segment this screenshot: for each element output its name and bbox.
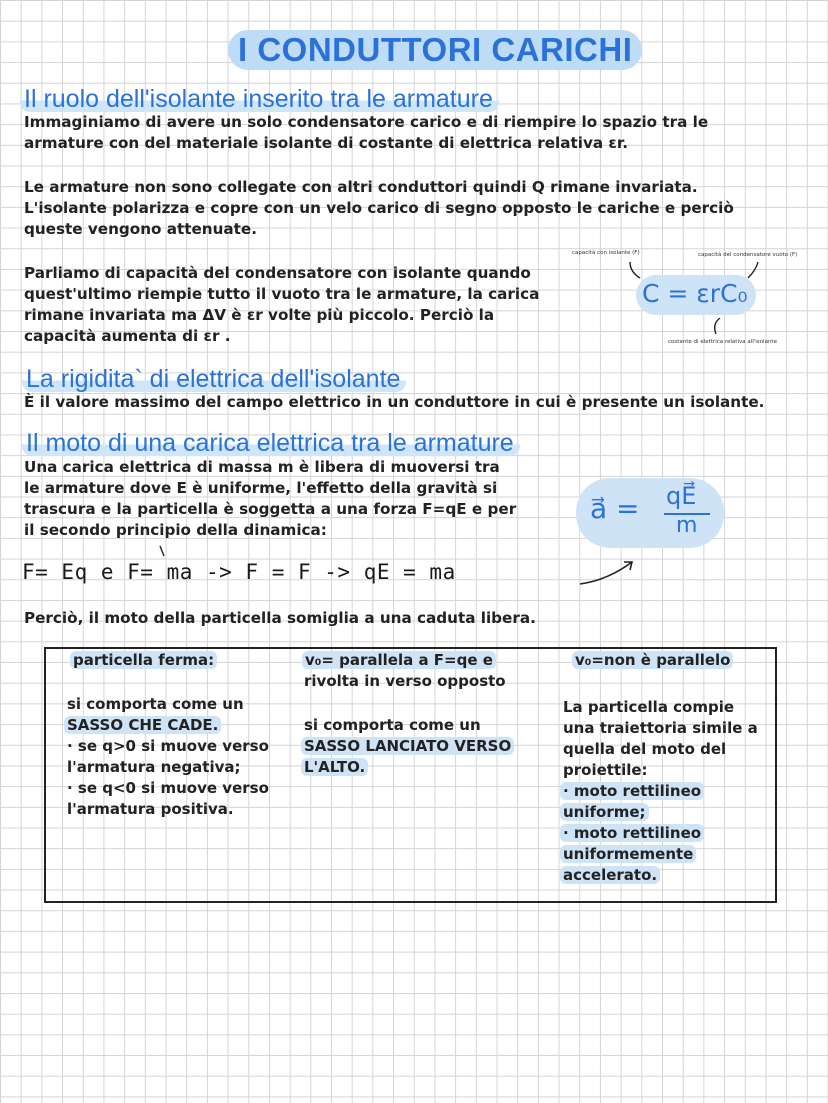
annotation-capacita-vuoto: capacità del condensatore vuoto (F) [698, 252, 798, 258]
annotation-costante: costante di elettrica relativa all'isolante [668, 339, 777, 345]
paragraph-line: Una carica elettrica di massa m è libera di muoversi tra [24, 458, 500, 476]
formula-arrows [600, 250, 790, 340]
section-heading-rigidita: La rigidita` di elettrica dell'isolante [22, 366, 406, 392]
table-cell-line: l'armatura positiva. [67, 800, 234, 818]
paragraph-line: rimane invariata ma ΔV è εr volte più piccolo. Perciò la [24, 306, 495, 324]
arrow-right-icon [748, 262, 758, 278]
paragraph-line: il secondo principio della dinamica: [24, 521, 327, 539]
paragraph-line: L'isolante polarizza e copre con un velo carico di segno opposto le cariche e perciò [24, 199, 734, 217]
table-cell-line: si comporta come un [67, 695, 244, 713]
table-header-parallela: v₀= parallela a F=qe e [302, 650, 496, 671]
paragraph-line: Immaginiamo di avere un solo condensatore carico e di riempire lo spazio tra le [24, 113, 709, 131]
table-cell-line: si comporta come un [304, 716, 481, 734]
table-header-non-parallelo: v₀=non è parallelo [572, 650, 733, 671]
table-header-ferma: particella ferma: [70, 650, 217, 671]
derivation-arrows [150, 540, 640, 590]
acceleration-formula-left: a⃗ = [590, 492, 640, 525]
section-heading-moto: Il moto di una carica elettrica tra le armature [22, 430, 520, 456]
table-cell-line: proiettile: [563, 761, 648, 779]
table-cell-line: · moto rettilineo [560, 823, 704, 844]
table-cell-line: una traiettoria simile a [563, 719, 758, 737]
paragraph-line: trascura e la particella è soggetta a una forza F=qE e per [24, 500, 517, 518]
table-header-parallela-line2: rivolta in verso opposto [304, 672, 506, 690]
table-cell-line: l'armatura negativa; [67, 758, 241, 776]
paragraph-line: armature con del materiale isolante di costante di elettrica relativa εr. [24, 134, 628, 152]
annotation-capacita-isolante: capacità con isolante (F) [572, 250, 640, 256]
acceleration-formula-denominator: m [676, 513, 698, 538]
table-cell-line: uniformemente [560, 844, 696, 865]
paragraph-line: È il valore massimo del campo elettrico in un conduttore in cui è presente un isolante. [24, 393, 765, 411]
handwritten-derivation: F= Eq e F= ma -> F = F -> qE = ma [22, 560, 456, 584]
table-cell-line: SASSO CHE CADE. [64, 715, 221, 736]
acceleration-formula-numerator: qE⃗ [666, 482, 697, 510]
paragraph-line: le armature dove E è uniforme, l'effetto della gravità si [24, 479, 498, 497]
paragraph-line: capacità aumenta di εr . [24, 327, 231, 345]
arrow-left-icon [630, 262, 640, 278]
capacitance-formula: C = εrC₀ [642, 279, 748, 308]
table-cell-line: quella del moto del [563, 740, 727, 758]
section-heading-isolante: Il ruolo dell'isolante inserito tra le armature [20, 86, 499, 112]
paragraph-line: Le armature non sono collegate con altri conduttori quindi Q rimane invariata. [24, 178, 698, 196]
table-cell-line: accelerato. [560, 865, 660, 886]
paragraph-line: quest'ultimo riempie tutto il vuoto tra le armature, la carica [24, 285, 540, 303]
table-cell-line: · se q<0 si muove verso [67, 779, 269, 797]
paragraph-line: Perciò, il moto della particella somiglia a una caduta libera. [24, 609, 536, 627]
arrow-up-right-icon [580, 562, 632, 584]
paragraph-line: queste vengono attenuate. [24, 220, 257, 238]
arrow-down-icon [160, 546, 164, 556]
table-cell-line: L'ALTO. [301, 757, 368, 778]
table-cell-line: SASSO LANCIATO VERSO [301, 736, 514, 757]
table-cell-line: · moto rettilineo [560, 781, 704, 802]
arrow-bottom-icon [715, 318, 720, 334]
paragraph-line: Parliamo di capacità del condensatore con isolante quando [24, 264, 531, 282]
table-cell-line: uniforme; [560, 802, 649, 823]
table-cell-line: La particella compie [563, 698, 735, 716]
table-cell-line: · se q>0 si muove verso [67, 737, 269, 755]
page-title: I CONDUTTORI CARICHI [228, 30, 642, 70]
